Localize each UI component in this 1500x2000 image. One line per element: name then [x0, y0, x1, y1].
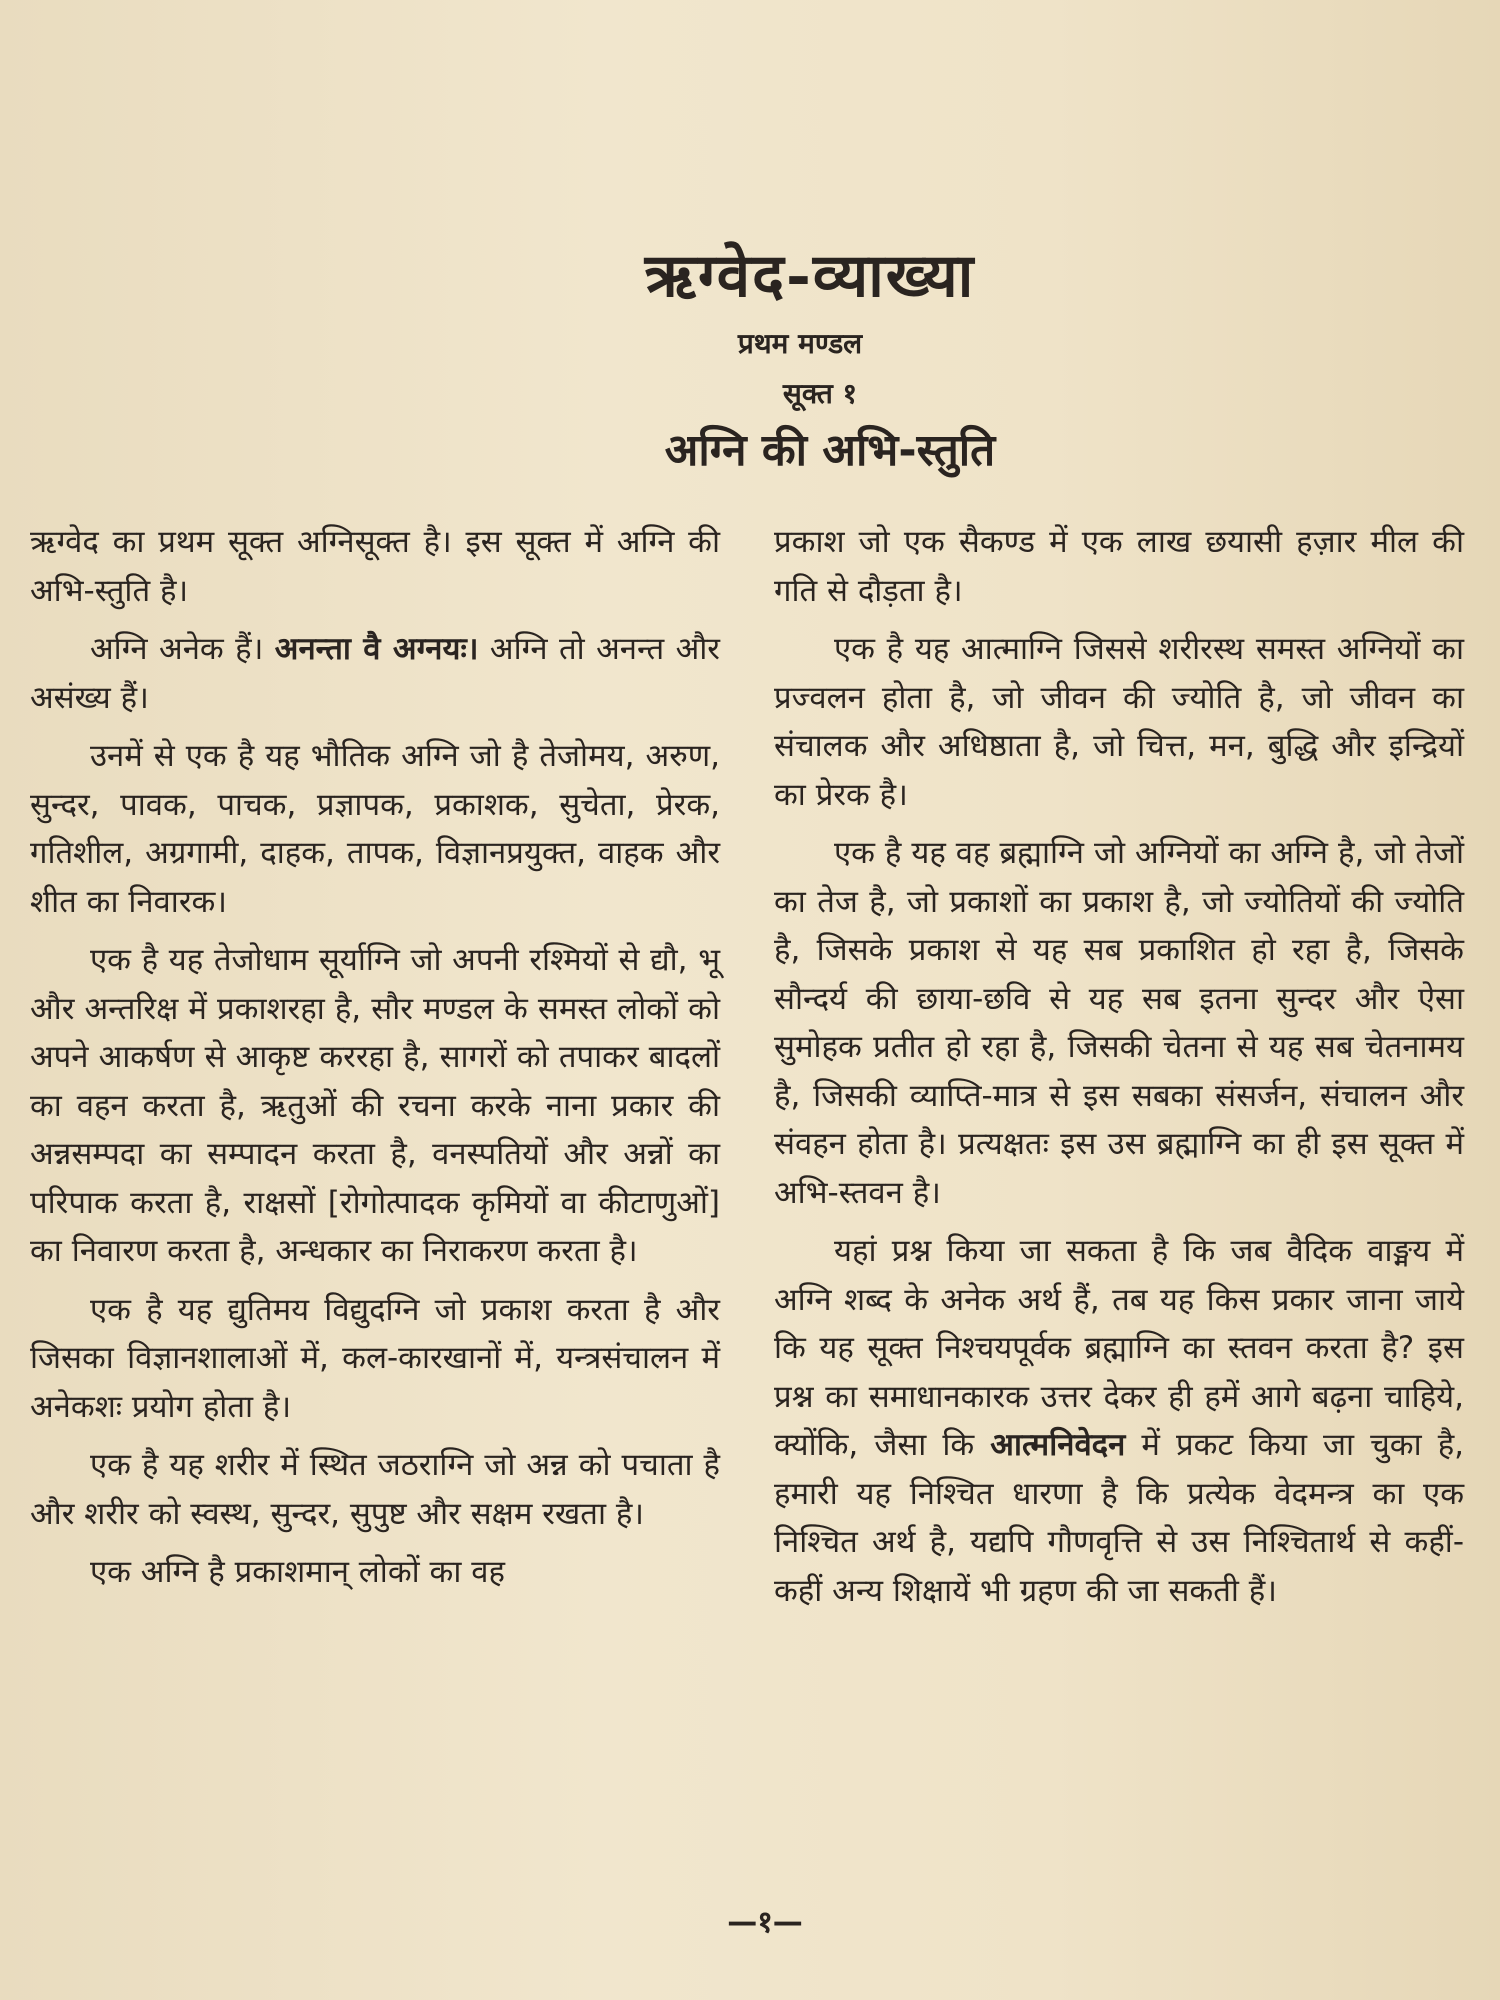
book-title: ऋग्वेद-व्याख्या — [644, 241, 976, 311]
right-column — [774, 518, 1464, 1615]
paragraph: एक है यह वह ब्रह्माग्नि जो अग्नियों का अग्नि है, जो तेजों का तेज है, जो प्रकाशों का प्रकाश है, जो ज्योतियों की ज्योति है, जिसके प्रकाश से यह सब प्रकाशित हो रहा है, जिसके सौन्दर्य की छाया-छवि से यह सब इतना सुन्दर और ऐसा सुमोहक प्रतीत हो रहा है, जिसकी चेतना से यह सब चेतनामय है, जिसकी व्याप्ति-मात्र से इस सबका संसर्जन, संचालन और संवहन होता है। प्रत्यक्षतः इस उस ब्रह्माग्नि का ही इस सूक्त में अभि-स्तवन है। — [774, 835, 1464, 1211]
paragraph: एक है यह शरीर में स्थित जठराग्नि जो अन्न को पचाता है और शरीर को स्वस्थ, सुन्दर, सुपुष्ट और सक्षम रखता है। — [30, 1447, 720, 1532]
section-heading: अग्नि की अभि-स्तुति — [664, 425, 996, 476]
text: अग्नि तो अनन्त और असंख्य हैं। — [30, 631, 720, 716]
text: अग्नि अनेक हैं। — [90, 631, 264, 667]
paragraph: प्रकाश जो एक सैकण्ड में एक लाख छयासी हज़ार मील की गति से दौड़ता है। — [774, 524, 1464, 609]
paragraph: एक है यह आत्माग्नि जिससे शरीरस्थ समस्त अग्नियों का प्रज्वलन होता है, जो जीवन की ज्योति है, जो जीवन का संचालक और अधिष्ठाता है, जो चित्त, मन, बुद्धि और इन्द्रियों का प्रेरक है। — [774, 631, 1464, 813]
sanskrit-quote: अनन्ता वै अग्नयः। — [274, 631, 479, 667]
paragraph: एक है यह तेजोधाम सूर्याग्नि जो अपनी रश्मियों से द्यौ, भू और अन्तरिक्ष में प्रकाशरहा है, सौर मण्डल के समस्त लोकों को अपने आकर्षण से आकृष्ट कररहा है, सागरों को तपाकर बादलों का वहन करता है, ऋतुओं की रचना करके नाना प्रकार की अन्नसम्पदा का सम्पादन करता है, वनस्पतियों और अन्नों का परिपाक करता है, राक्षसों [रोगोत्पादक कृमियों वा कीटाणुओं] का निवारण करता है, अन्धकार का निराकरण करता है। — [30, 942, 720, 1269]
left-column — [30, 518, 720, 1597]
header — [0, 240, 1500, 478]
reference-title: आत्मनिवेदन — [990, 1427, 1126, 1463]
page-number: —१— — [727, 1905, 803, 1940]
paragraph: उनमें से एक है यह भौतिक अग्नि जो है तेजोमय, अरुण, सुन्दर, पावक, पाचक, प्रज्ञापक, प्रकाशक, सुचेता, प्रेरक, गतिशील, अग्रगामी, दाहक, तापक, विज्ञानप्रयुक्त, वाहक और शीत का निवारक। — [30, 738, 720, 920]
text: यहां प्रश्न किया जा सकता है कि जब वैदिक वाङ्मय में अग्नि शब्द के अनेक अर्थ हैं, तब यह किस प्रकार जाना जाये कि यह सूक्त निश्चयपूर्वक ब्रह्माग्नि का स्तवन करता है? इस प्रश्न का समाधानकारक उत्तर देकर ही हमें आगे बढ़ना चाहिये, क्योंकि, जैसा कि — [774, 1233, 1464, 1463]
paragraph: एक है यह द्युतिमय विद्युदग्नि जो प्रकाश करता है और जिसका विज्ञानशालाओं में, कल-कारखानों में, यन्त्रसंचालन में अनेकशः प्रयोग होता है। — [30, 1291, 720, 1425]
paragraph: ऋग्वेद का प्रथम सूक्त अग्निसूक्त है। इस सूक्त में अग्नि की अभि-स्तुति है। — [30, 524, 720, 609]
paragraph — [30, 625, 720, 722]
text: में प्रकट किया जा चुका है, हमारी यह निश्चित धारणा है कि प्रत्येक वेदमन्त्र का एक निश्चित अर्थ है, यद्यपि गौणवृत्ति से उस निश्चितार्थ से कहीं-कहीं अन्य शिक्षायें भी ग्रहण की जा सकती हैं। — [774, 1427, 1465, 1609]
sukta-label: सूक्त १ — [782, 377, 858, 410]
mandal-label: प्रथम मण्डल — [737, 327, 863, 360]
paragraph — [774, 1227, 1464, 1615]
paragraph: एक अग्नि है प्रकाशमान् लोकों का वह — [90, 1554, 505, 1590]
